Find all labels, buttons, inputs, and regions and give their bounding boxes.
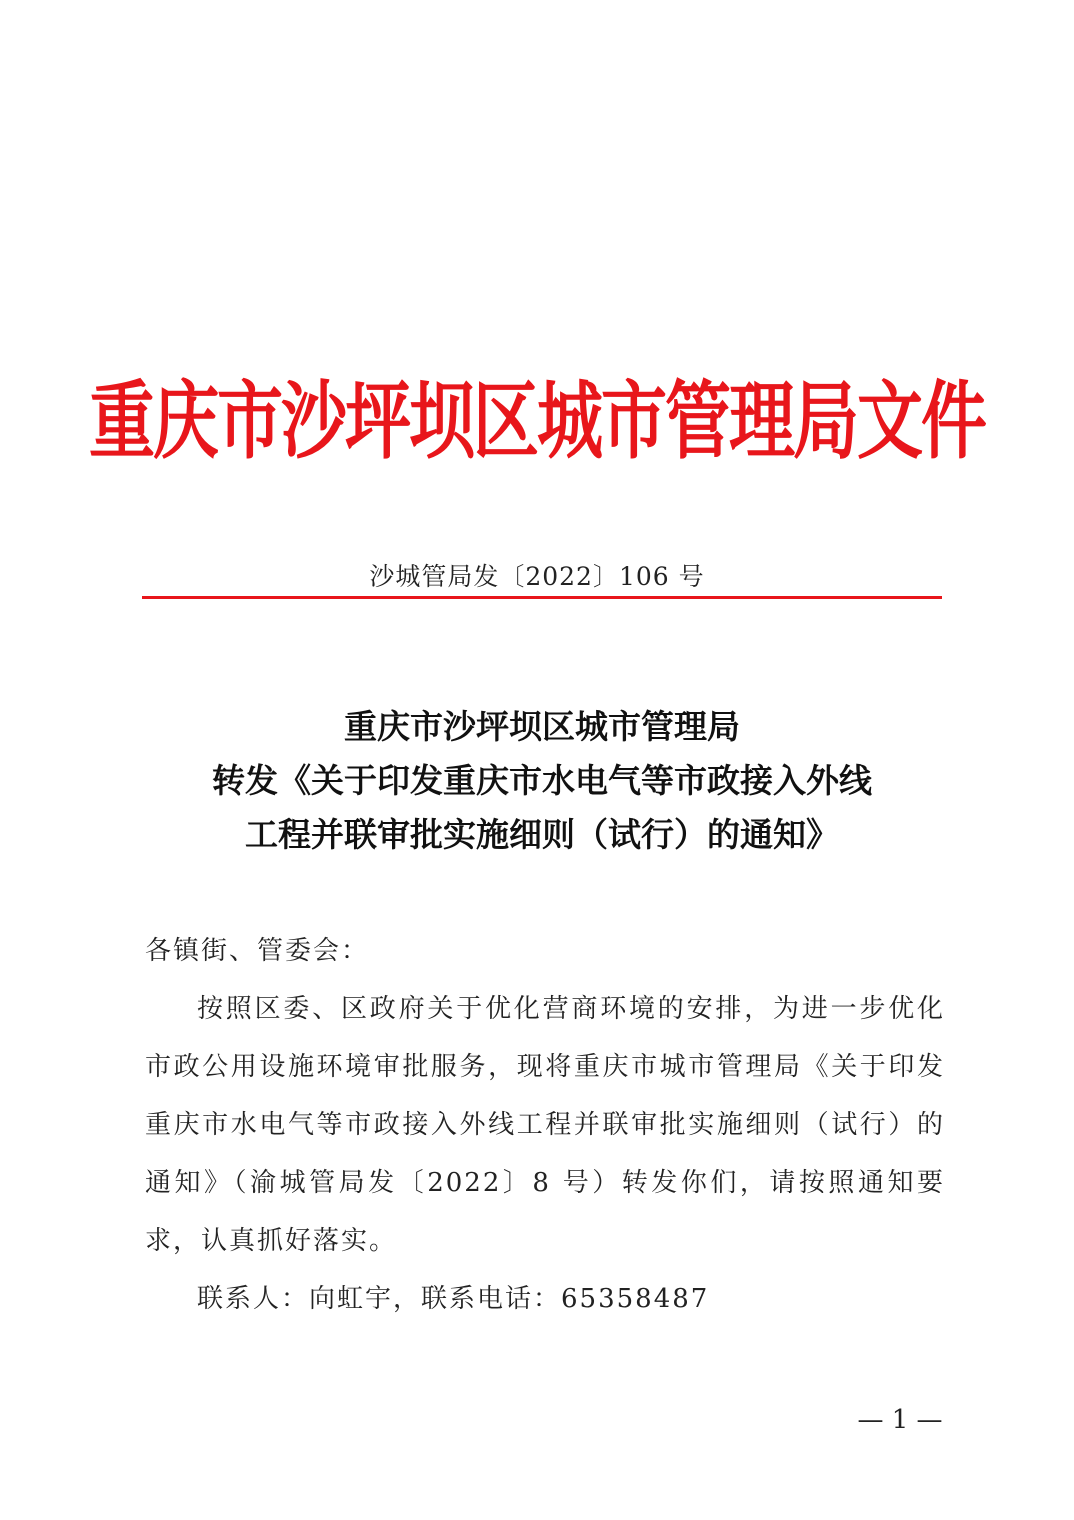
- red-separator-line: [142, 596, 942, 599]
- document-title: [120, 700, 964, 862]
- document-body: [145, 922, 945, 1328]
- contact-info: 联系人：向虹宇，联系电话：65358487: [197, 1284, 710, 1314]
- salutation: 各镇街、管委会：: [145, 936, 370, 966]
- title-line-3: 工程并联审批实施细则（试行）的通知》: [245, 815, 839, 854]
- page-number: — 1 —: [857, 1405, 943, 1435]
- title-line-1: 重庆市沙坪坝区城市管理局: [344, 707, 740, 746]
- body-paragraph: 按照区委、区政府关于优化营商环境的安排，为进一步优化市政公用设施环境审批服务，现将重庆市城市管理局《关于印发重庆市水电气等市政接入外线工程并联审批实施细则（试行）的通知》（渝城管局发〔2022〕8 号）转发你们，请按照通知要求，认真抓好落实。: [145, 994, 945, 1256]
- agency-header-title: 重庆市沙坪坝区城市管理局文件: [89, 372, 985, 472]
- document-number: 沙城管局发〔2022〕106 号: [369, 562, 705, 591]
- title-line-2: 转发《关于印发重庆市水电气等市政接入外线: [212, 761, 872, 800]
